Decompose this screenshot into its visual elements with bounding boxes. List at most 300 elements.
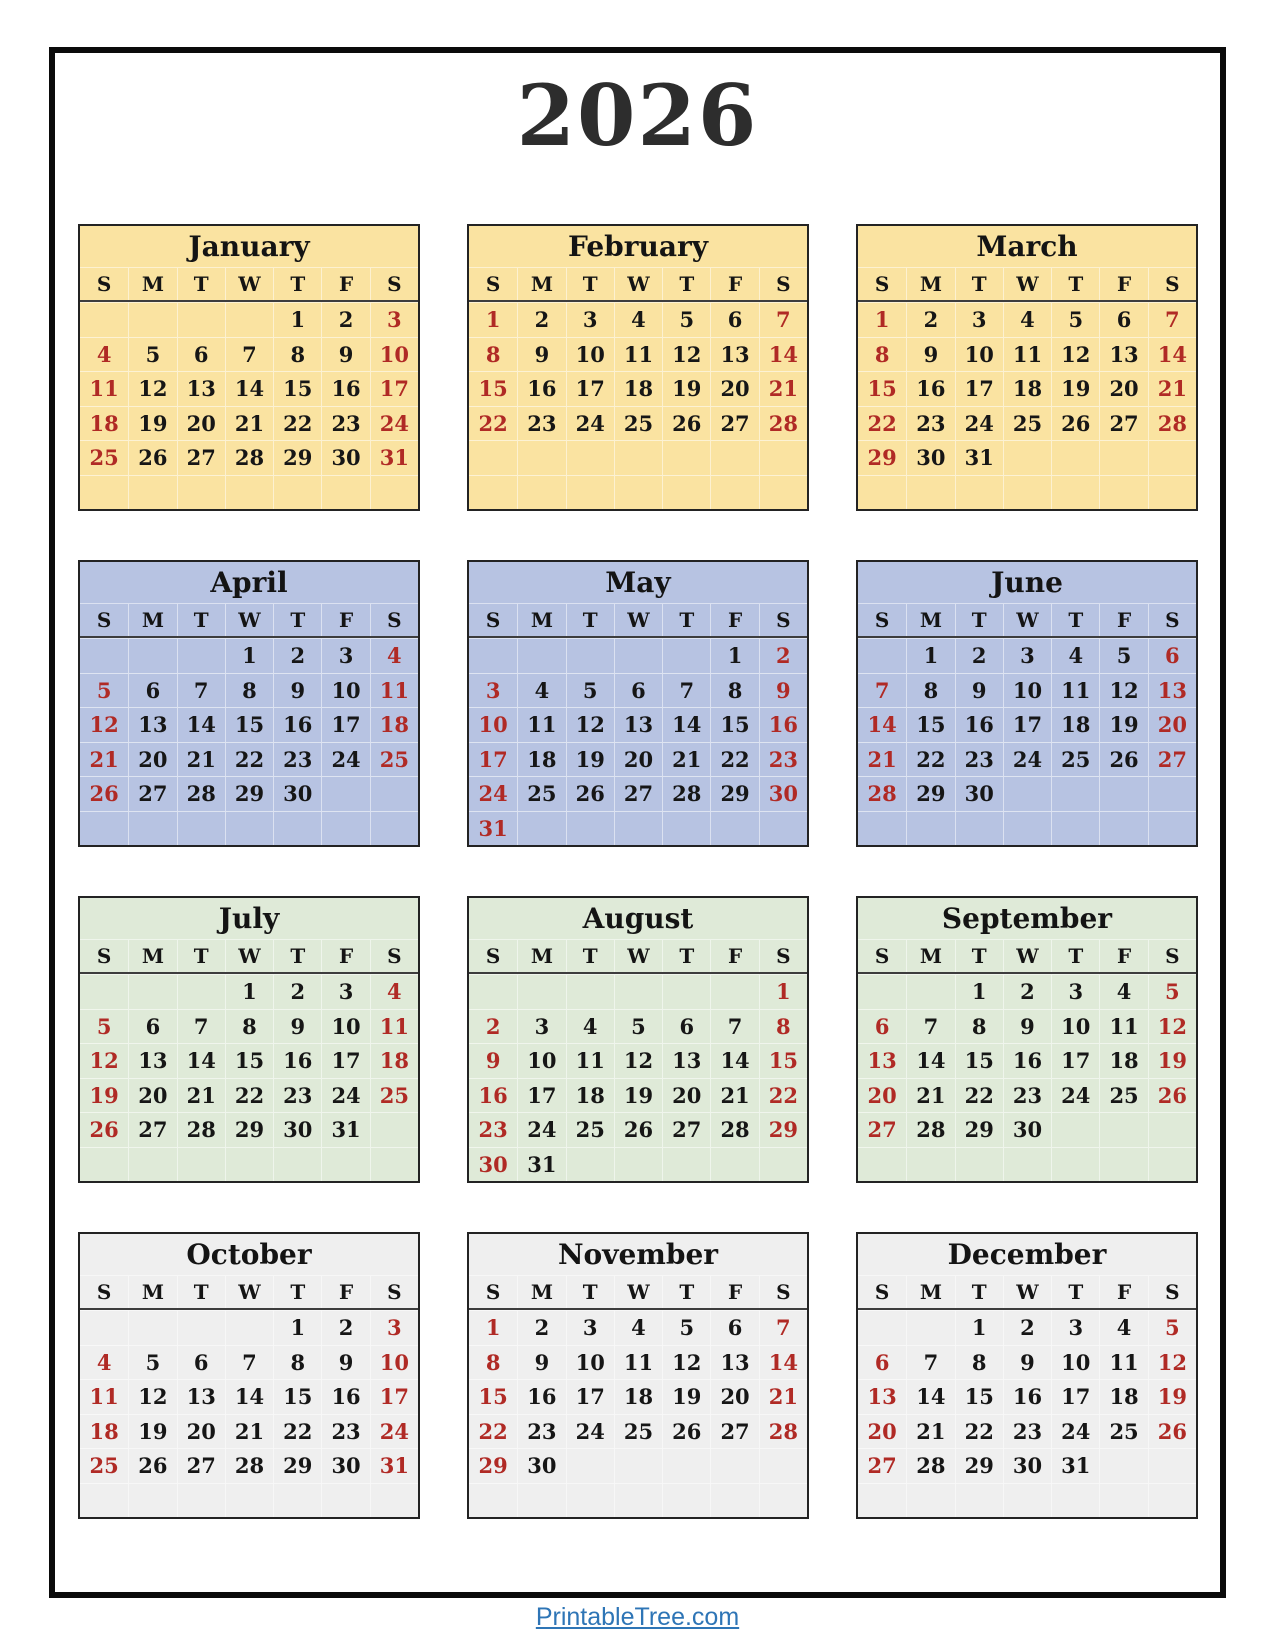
weekday-header-cell: T xyxy=(955,939,1003,972)
date-cell: 17 xyxy=(1051,1379,1099,1414)
empty-date-cell xyxy=(80,811,128,846)
date-cell: 9 xyxy=(906,337,954,372)
weekday-header-cell: W xyxy=(225,1275,273,1308)
date-cell: 20 xyxy=(710,1379,758,1414)
date-cell: 25 xyxy=(614,1414,662,1449)
date-cell: 4 xyxy=(1051,638,1099,673)
week-row xyxy=(469,1078,807,1113)
date-cell: 4 xyxy=(80,337,128,372)
month-february xyxy=(467,224,809,511)
date-cell: 31 xyxy=(370,440,418,475)
date-cell: 24 xyxy=(370,1414,418,1449)
date-cell: 8 xyxy=(273,337,321,372)
week-row xyxy=(80,1112,418,1147)
date-cell: 31 xyxy=(517,1147,565,1182)
date-cell: 2 xyxy=(273,974,321,1009)
empty-date-cell xyxy=(1003,475,1051,510)
empty-date-cell xyxy=(906,1483,954,1518)
empty-date-cell xyxy=(370,1147,418,1182)
empty-date-cell xyxy=(517,475,565,510)
date-cell: 26 xyxy=(1148,1414,1196,1449)
date-cell: 10 xyxy=(566,337,614,372)
empty-date-cell xyxy=(225,1310,273,1345)
date-cell: 25 xyxy=(370,1078,418,1113)
empty-date-cell xyxy=(662,440,710,475)
date-cell: 28 xyxy=(759,1414,807,1449)
date-cell: 12 xyxy=(614,1043,662,1078)
empty-date-cell xyxy=(225,1147,273,1182)
week-row xyxy=(80,776,418,811)
date-cell: 21 xyxy=(906,1414,954,1449)
date-cell: 6 xyxy=(1148,638,1196,673)
weekday-header-cell: T xyxy=(566,939,614,972)
weekday-header-cell: T xyxy=(177,267,225,300)
date-cell: 17 xyxy=(321,707,369,742)
date-cell: 7 xyxy=(759,302,807,337)
empty-date-cell xyxy=(321,1147,369,1182)
date-cell: 14 xyxy=(710,1043,758,1078)
empty-date-cell xyxy=(759,440,807,475)
weekday-header-cell: T xyxy=(273,1275,321,1308)
date-cell: 28 xyxy=(906,1112,954,1147)
empty-date-cell xyxy=(710,1483,758,1518)
month-weeks xyxy=(858,974,1196,1181)
weekday-header-cell: S xyxy=(370,603,418,636)
date-cell: 28 xyxy=(858,776,906,811)
date-cell: 6 xyxy=(177,1345,225,1380)
empty-date-cell xyxy=(1148,1147,1196,1182)
date-cell: 17 xyxy=(566,371,614,406)
weekday-header-cell: T xyxy=(273,603,321,636)
week-row xyxy=(858,1009,1196,1044)
date-cell: 13 xyxy=(710,1345,758,1380)
date-cell: 24 xyxy=(1003,742,1051,777)
empty-date-cell xyxy=(759,1448,807,1483)
date-cell: 5 xyxy=(1148,1310,1196,1345)
empty-date-cell xyxy=(1051,440,1099,475)
date-cell: 3 xyxy=(321,638,369,673)
empty-date-cell xyxy=(321,475,369,510)
empty-date-cell xyxy=(1003,1147,1051,1182)
date-cell: 19 xyxy=(614,1078,662,1113)
empty-date-cell xyxy=(517,638,565,673)
date-cell: 2 xyxy=(906,302,954,337)
empty-date-cell xyxy=(710,475,758,510)
date-cell: 2 xyxy=(469,1009,517,1044)
empty-date-cell xyxy=(858,475,906,510)
date-cell: 3 xyxy=(370,1310,418,1345)
date-cell: 21 xyxy=(1148,371,1196,406)
date-cell: 14 xyxy=(759,1345,807,1380)
week-row xyxy=(80,406,418,441)
date-cell: 6 xyxy=(1099,302,1147,337)
date-cell: 2 xyxy=(955,638,1003,673)
week-row xyxy=(858,638,1196,673)
date-cell: 16 xyxy=(1003,1043,1051,1078)
date-cell: 15 xyxy=(225,707,273,742)
month-title: February xyxy=(567,230,708,263)
date-cell: 14 xyxy=(662,707,710,742)
empty-date-cell xyxy=(858,1483,906,1518)
date-cell: 28 xyxy=(225,1448,273,1483)
date-cell: 17 xyxy=(469,742,517,777)
week-row xyxy=(80,638,418,673)
date-cell: 13 xyxy=(128,1043,176,1078)
date-cell: 8 xyxy=(273,1345,321,1380)
date-cell: 4 xyxy=(614,1310,662,1345)
date-cell: 9 xyxy=(273,1009,321,1044)
week-row xyxy=(469,440,807,475)
empty-date-cell xyxy=(1099,1147,1147,1182)
date-cell: 15 xyxy=(469,1379,517,1414)
empty-date-cell xyxy=(177,974,225,1009)
empty-date-cell xyxy=(1099,1112,1147,1147)
weekday-header-cell: T xyxy=(177,1275,225,1308)
empty-date-cell xyxy=(1148,1448,1196,1483)
date-cell: 1 xyxy=(710,638,758,673)
week-row xyxy=(80,1379,418,1414)
empty-date-cell xyxy=(80,638,128,673)
weekday-header-cell: S xyxy=(858,267,906,300)
date-cell: 5 xyxy=(662,302,710,337)
date-cell: 6 xyxy=(710,302,758,337)
week-row xyxy=(858,1043,1196,1078)
empty-date-cell xyxy=(321,1483,369,1518)
date-cell: 11 xyxy=(1099,1009,1147,1044)
weekday-header xyxy=(469,939,807,974)
date-cell: 7 xyxy=(1148,302,1196,337)
empty-date-cell xyxy=(128,1147,176,1182)
date-cell: 16 xyxy=(469,1078,517,1113)
weekday-header-cell: T xyxy=(662,939,710,972)
week-row xyxy=(80,1009,418,1044)
date-cell: 4 xyxy=(370,974,418,1009)
date-cell: 26 xyxy=(662,1414,710,1449)
date-cell: 7 xyxy=(759,1310,807,1345)
date-cell: 7 xyxy=(906,1009,954,1044)
week-row xyxy=(469,337,807,372)
empty-date-cell xyxy=(858,974,906,1009)
date-cell: 12 xyxy=(80,1043,128,1078)
weekday-header xyxy=(858,939,1196,974)
empty-date-cell xyxy=(1051,1147,1099,1182)
week-row xyxy=(469,1345,807,1380)
date-cell: 14 xyxy=(225,371,273,406)
empty-date-cell xyxy=(858,1147,906,1182)
date-cell: 28 xyxy=(177,776,225,811)
week-row xyxy=(469,638,807,673)
date-cell: 10 xyxy=(517,1043,565,1078)
month-weeks xyxy=(469,1310,807,1517)
date-cell: 2 xyxy=(273,638,321,673)
weekday-header-cell: S xyxy=(469,939,517,972)
month-title: September xyxy=(941,902,1113,935)
date-cell: 19 xyxy=(1051,371,1099,406)
date-cell: 5 xyxy=(128,337,176,372)
date-cell: 16 xyxy=(321,1379,369,1414)
empty-date-cell xyxy=(955,1147,1003,1182)
week-row xyxy=(469,1414,807,1449)
date-cell: 28 xyxy=(759,406,807,441)
week-row xyxy=(469,475,807,510)
weekday-header-cell: S xyxy=(80,939,128,972)
weekday-header-cell: S xyxy=(858,603,906,636)
date-cell: 15 xyxy=(710,707,758,742)
date-cell: 28 xyxy=(710,1112,758,1147)
date-cell: 29 xyxy=(955,1112,1003,1147)
empty-date-cell xyxy=(225,475,273,510)
date-cell: 14 xyxy=(759,337,807,372)
empty-date-cell xyxy=(1148,440,1196,475)
weekday-header-cell: S xyxy=(759,267,807,300)
date-cell: 25 xyxy=(1003,406,1051,441)
weekday-header-cell: M xyxy=(128,267,176,300)
date-cell: 7 xyxy=(225,1345,273,1380)
month-november xyxy=(467,1232,809,1519)
empty-date-cell xyxy=(370,811,418,846)
empty-date-cell xyxy=(80,475,128,510)
footer xyxy=(0,1603,1275,1632)
date-cell: 8 xyxy=(225,1009,273,1044)
date-cell: 22 xyxy=(955,1078,1003,1113)
date-cell: 21 xyxy=(177,1078,225,1113)
footer-link[interactable]: PrintableTree.com xyxy=(535,1603,740,1631)
empty-date-cell xyxy=(566,811,614,846)
weekday-header-cell: F xyxy=(710,1275,758,1308)
date-cell: 12 xyxy=(1148,1009,1196,1044)
month-title: June xyxy=(991,566,1063,599)
date-cell: 17 xyxy=(955,371,1003,406)
date-cell: 29 xyxy=(759,1112,807,1147)
date-cell: 13 xyxy=(177,371,225,406)
date-cell: 15 xyxy=(273,371,321,406)
date-cell: 17 xyxy=(566,1379,614,1414)
empty-date-cell xyxy=(1148,811,1196,846)
empty-date-cell xyxy=(177,1147,225,1182)
empty-date-cell xyxy=(225,302,273,337)
date-cell: 31 xyxy=(1051,1448,1099,1483)
date-cell: 22 xyxy=(858,406,906,441)
week-row xyxy=(80,974,418,1009)
empty-date-cell xyxy=(1099,776,1147,811)
week-row xyxy=(80,1147,418,1182)
empty-date-cell xyxy=(955,475,1003,510)
date-cell: 29 xyxy=(469,1448,517,1483)
empty-date-cell xyxy=(614,1147,662,1182)
date-cell: 18 xyxy=(1003,371,1051,406)
empty-date-cell xyxy=(710,974,758,1009)
empty-date-cell xyxy=(566,440,614,475)
date-cell: 14 xyxy=(177,707,225,742)
empty-date-cell xyxy=(955,811,1003,846)
week-row xyxy=(80,1414,418,1449)
date-cell: 6 xyxy=(710,1310,758,1345)
weekday-header xyxy=(469,1275,807,1310)
empty-date-cell xyxy=(128,1483,176,1518)
week-row xyxy=(469,1147,807,1182)
empty-date-cell xyxy=(177,302,225,337)
month-title: January xyxy=(188,230,310,263)
week-row xyxy=(80,1078,418,1113)
week-row xyxy=(80,673,418,708)
weekday-header-cell: W xyxy=(1003,267,1051,300)
date-cell: 8 xyxy=(955,1345,1003,1380)
weekday-header-cell: S xyxy=(759,1275,807,1308)
weekday-header-cell: S xyxy=(80,603,128,636)
empty-date-cell xyxy=(759,811,807,846)
empty-date-cell xyxy=(1003,776,1051,811)
date-cell: 23 xyxy=(469,1112,517,1147)
date-cell: 18 xyxy=(80,406,128,441)
weekday-header xyxy=(858,1275,1196,1310)
week-row xyxy=(469,811,807,846)
date-cell: 21 xyxy=(177,742,225,777)
date-cell: 27 xyxy=(177,1448,225,1483)
empty-date-cell xyxy=(177,1310,225,1345)
empty-date-cell xyxy=(1051,811,1099,846)
date-cell: 24 xyxy=(955,406,1003,441)
date-cell: 23 xyxy=(321,406,369,441)
month-weeks xyxy=(80,1310,418,1517)
date-cell: 11 xyxy=(80,371,128,406)
date-cell: 12 xyxy=(566,707,614,742)
date-cell: 9 xyxy=(517,337,565,372)
empty-date-cell xyxy=(370,776,418,811)
weekday-header-cell: M xyxy=(517,267,565,300)
week-row xyxy=(80,440,418,475)
date-cell: 22 xyxy=(225,1078,273,1113)
date-cell: 7 xyxy=(177,1009,225,1044)
date-cell: 5 xyxy=(1051,302,1099,337)
date-cell: 19 xyxy=(1148,1379,1196,1414)
empty-date-cell xyxy=(128,638,176,673)
date-cell: 8 xyxy=(906,673,954,708)
date-cell: 7 xyxy=(662,673,710,708)
date-cell: 5 xyxy=(1148,974,1196,1009)
date-cell: 20 xyxy=(177,406,225,441)
date-cell: 16 xyxy=(1003,1379,1051,1414)
week-row xyxy=(469,1310,807,1345)
weekday-header-cell: T xyxy=(273,939,321,972)
week-row xyxy=(858,1147,1196,1182)
date-cell: 20 xyxy=(177,1414,225,1449)
date-cell: 30 xyxy=(273,1112,321,1147)
empty-date-cell xyxy=(566,1483,614,1518)
empty-date-cell xyxy=(710,1147,758,1182)
date-cell: 26 xyxy=(1099,742,1147,777)
week-row xyxy=(80,707,418,742)
date-cell: 13 xyxy=(1099,337,1147,372)
empty-date-cell xyxy=(1099,1483,1147,1518)
date-cell: 5 xyxy=(662,1310,710,1345)
date-cell: 10 xyxy=(370,1345,418,1380)
weekday-header xyxy=(469,267,807,302)
weekday-header xyxy=(80,1275,418,1310)
week-row xyxy=(858,1078,1196,1113)
date-cell: 11 xyxy=(1051,673,1099,708)
date-cell: 27 xyxy=(1148,742,1196,777)
date-cell: 25 xyxy=(1051,742,1099,777)
date-cell: 8 xyxy=(858,337,906,372)
empty-date-cell xyxy=(1148,1112,1196,1147)
weekday-header-cell: M xyxy=(517,939,565,972)
weekday-header-cell: T xyxy=(1051,939,1099,972)
empty-date-cell xyxy=(80,1310,128,1345)
empty-date-cell xyxy=(370,1112,418,1147)
empty-date-cell xyxy=(517,1483,565,1518)
date-cell: 19 xyxy=(1099,707,1147,742)
empty-date-cell xyxy=(566,475,614,510)
weekday-header xyxy=(858,603,1196,638)
week-row xyxy=(469,1379,807,1414)
weekday-header-cell: S xyxy=(1148,939,1196,972)
weekday-header-cell: T xyxy=(662,603,710,636)
empty-date-cell xyxy=(469,974,517,1009)
date-cell: 15 xyxy=(759,1043,807,1078)
weekday-header-cell: T xyxy=(1051,1275,1099,1308)
date-cell: 10 xyxy=(1051,1009,1099,1044)
date-cell: 6 xyxy=(858,1345,906,1380)
empty-date-cell xyxy=(614,1483,662,1518)
date-cell: 22 xyxy=(710,742,758,777)
date-cell: 2 xyxy=(517,1310,565,1345)
date-cell: 16 xyxy=(273,1043,321,1078)
empty-date-cell xyxy=(128,811,176,846)
date-cell: 22 xyxy=(273,406,321,441)
empty-date-cell xyxy=(566,1448,614,1483)
date-cell: 9 xyxy=(321,337,369,372)
date-cell: 3 xyxy=(566,302,614,337)
week-row xyxy=(858,742,1196,777)
month-march xyxy=(856,224,1198,511)
date-cell: 31 xyxy=(955,440,1003,475)
date-cell: 23 xyxy=(273,742,321,777)
date-cell: 25 xyxy=(370,742,418,777)
week-row xyxy=(469,673,807,708)
empty-date-cell xyxy=(858,1310,906,1345)
month-may xyxy=(467,560,809,847)
empty-date-cell xyxy=(321,776,369,811)
empty-date-cell xyxy=(662,1483,710,1518)
date-cell: 20 xyxy=(858,1078,906,1113)
date-cell: 15 xyxy=(955,1379,1003,1414)
week-row xyxy=(80,742,418,777)
date-cell: 19 xyxy=(128,406,176,441)
weekday-header-cell: T xyxy=(955,267,1003,300)
empty-date-cell xyxy=(177,475,225,510)
date-cell: 24 xyxy=(1051,1078,1099,1113)
date-cell: 24 xyxy=(321,742,369,777)
weekday-header xyxy=(80,267,418,302)
month-title: November xyxy=(557,1238,719,1271)
date-cell: 23 xyxy=(517,406,565,441)
date-cell: 14 xyxy=(1148,337,1196,372)
weekday-header-cell: F xyxy=(710,603,758,636)
week-row xyxy=(80,302,418,337)
date-cell: 27 xyxy=(858,1112,906,1147)
date-cell: 16 xyxy=(321,371,369,406)
date-cell: 27 xyxy=(128,776,176,811)
week-row xyxy=(469,1043,807,1078)
week-row xyxy=(469,776,807,811)
weekday-header-cell: S xyxy=(80,1275,128,1308)
week-row xyxy=(858,1414,1196,1449)
date-cell: 23 xyxy=(321,1414,369,1449)
months-grid xyxy=(78,224,1198,1519)
weekday-header-cell: T xyxy=(566,267,614,300)
empty-date-cell xyxy=(1003,440,1051,475)
weekday-header-cell: T xyxy=(1051,603,1099,636)
